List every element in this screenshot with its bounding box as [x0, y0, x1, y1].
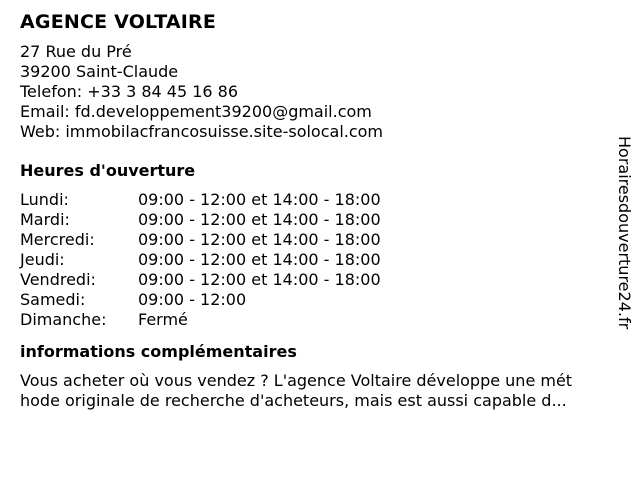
hours-row-monday	[20, 190, 610, 210]
hours-row-friday	[20, 270, 610, 290]
hours-value: 09:00 - 12:00 et 14:00 - 18:00	[138, 210, 381, 229]
description-line-2: hode originale de recherche d'acheteurs, mais est aussi capable d...	[20, 391, 567, 410]
hours-value: 09:00 - 12:00 et 14:00 - 18:00	[138, 250, 381, 269]
hours-row-saturday	[20, 290, 610, 310]
hours-value: Fermé	[138, 310, 188, 329]
hours-row-sunday	[20, 310, 610, 330]
day-label: Lundi:	[20, 190, 69, 209]
web-line: Web: immobilacfrancosuisse.site-solocal.com	[20, 122, 384, 141]
hours-heading: Heures d'ouverture	[20, 161, 196, 180]
site-watermark: Horairesdouverture24.fr	[615, 136, 634, 330]
day-label: Samedi:	[20, 290, 86, 309]
hours-row-wednesday	[20, 230, 610, 250]
day-label: Mercredi:	[20, 230, 95, 249]
hours-row-tuesday	[20, 210, 610, 230]
hours-table	[20, 190, 610, 330]
info-heading: informations complémentaires	[20, 342, 297, 361]
contact-block	[20, 42, 610, 142]
address-line-1: 27 Rue du Pré	[20, 42, 132, 61]
info-description	[20, 371, 610, 411]
hours-value: 09:00 - 12:00 et 14:00 - 18:00	[138, 190, 381, 209]
day-label: Jeudi:	[20, 250, 65, 269]
phone-line: Telefon: +33 3 84 45 16 86	[20, 82, 239, 101]
hours-value: 09:00 - 12:00 et 14:00 - 18:00	[138, 230, 381, 249]
business-card	[20, 10, 610, 411]
email-line: Email: fd.developpement39200@gmail.com	[20, 102, 372, 121]
business-name: AGENCE VOLTAIRE	[20, 11, 217, 33]
day-label: Mardi:	[20, 210, 70, 229]
hours-row-thursday	[20, 250, 610, 270]
hours-value: 09:00 - 12:00	[138, 290, 247, 309]
address-line-2: 39200 Saint-Claude	[20, 62, 179, 81]
day-label: Dimanche:	[20, 310, 107, 329]
day-label: Vendredi:	[20, 270, 96, 289]
description-line-1: Vous acheter où vous vendez ? L'agence Voltaire développe une mét	[20, 371, 573, 390]
hours-value: 09:00 - 12:00 et 14:00 - 18:00	[138, 270, 381, 289]
